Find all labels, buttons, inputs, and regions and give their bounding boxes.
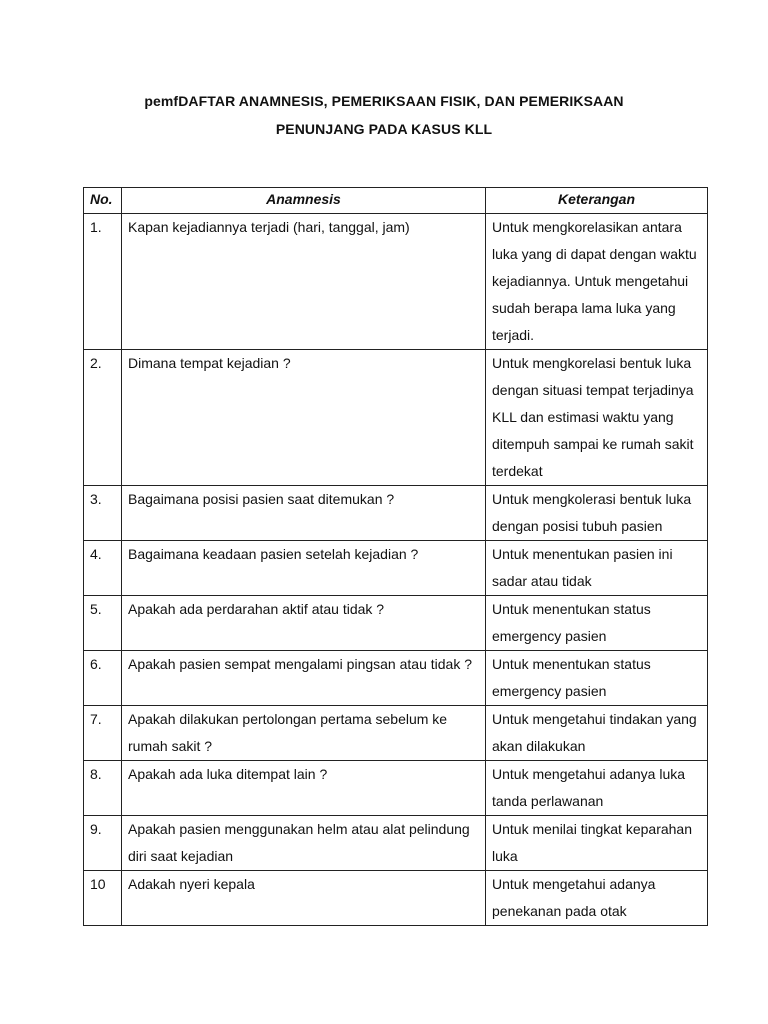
row-anamnesis: Apakah ada luka ditempat lain ?: [122, 761, 486, 816]
row-anamnesis: Bagaimana keadaan pasien setelah kejadian ?: [122, 541, 486, 596]
row-keterangan: Untuk mengetahui adanya penekanan pada otak: [486, 871, 708, 926]
row-anamnesis: Apakah ada perdarahan aktif atau tidak ?: [122, 596, 486, 651]
row-no: 3.: [84, 486, 122, 541]
row-no: 7.: [84, 706, 122, 761]
row-keterangan: Untuk menentukan pasien ini sadar atau tidak: [486, 541, 708, 596]
table-header-row: [84, 188, 708, 214]
header-keterangan: Keterangan: [486, 188, 708, 214]
table-row: [84, 486, 708, 541]
row-keterangan: Untuk menentukan status emergency pasien: [486, 596, 708, 651]
table-row: [84, 214, 708, 350]
row-no: 5.: [84, 596, 122, 651]
document-title-line-1: pemfDAFTAR ANAMNESIS, PEMERIKSAAN FISIK, DAN PEMERIKSAAN: [144, 93, 624, 109]
row-no: 9.: [84, 816, 122, 871]
anamnesis-table: [83, 187, 708, 926]
table-row: [84, 596, 708, 651]
table-row: [84, 706, 708, 761]
row-anamnesis: Kapan kejadiannya terjadi (hari, tanggal, jam): [122, 214, 486, 350]
table-row: [84, 350, 708, 486]
row-no: 10: [84, 871, 122, 926]
document-title-line-2: PENUNJANG PADA KASUS KLL: [275, 121, 493, 137]
table-row: [84, 761, 708, 816]
header-no: No.: [84, 188, 122, 214]
row-anamnesis: Adakah nyeri kepala: [122, 871, 486, 926]
row-keterangan: Untuk mengkolerasi bentuk luka dengan posisi tubuh pasien: [486, 486, 708, 541]
row-no: 8.: [84, 761, 122, 816]
row-keterangan: Untuk mengetahui adanya luka tanda perlawanan: [486, 761, 708, 816]
table-row: [84, 541, 708, 596]
row-anamnesis: Dimana tempat kejadian ?: [122, 350, 486, 486]
row-anamnesis: Apakah pasien menggunakan helm atau alat pelindung diri saat kejadian: [122, 816, 486, 871]
header-anamnesis: Anamnesis: [122, 188, 486, 214]
row-no: 4.: [84, 541, 122, 596]
row-no: 1.: [84, 214, 122, 350]
row-keterangan: Untuk menilai tingkat keparahan luka: [486, 816, 708, 871]
row-no: 6.: [84, 651, 122, 706]
row-keterangan: Untuk mengkorelasi bentuk luka dengan situasi tempat terjadinya KLL dan estimasi waktu yang ditempuh sampai ke rumah sakit terdekat: [486, 350, 708, 486]
row-no: 2.: [84, 350, 122, 486]
row-anamnesis: Bagaimana posisi pasien saat ditemukan ?: [122, 486, 486, 541]
row-keterangan: Untuk mengetahui tindakan yang akan dilakukan: [486, 706, 708, 761]
table-row: [84, 871, 708, 926]
row-anamnesis: Apakah pasien sempat mengalami pingsan atau tidak ?: [122, 651, 486, 706]
table-row: [84, 816, 708, 871]
table-row: [84, 651, 708, 706]
row-keterangan: Untuk mengkorelasikan antara luka yang di dapat dengan waktu kejadiannya. Untuk mengetahui sudah berapa lama luka yang terjadi.: [486, 214, 708, 350]
row-anamnesis: Apakah dilakukan pertolongan pertama sebelum ke rumah sakit ?: [122, 706, 486, 761]
row-keterangan: Untuk menentukan status emergency pasien: [486, 651, 708, 706]
